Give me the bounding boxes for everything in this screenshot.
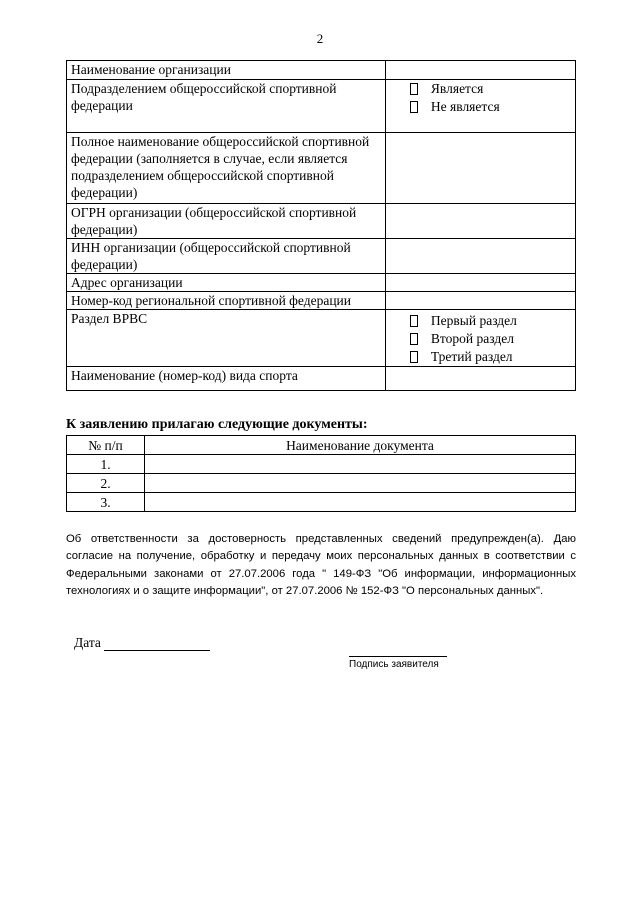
document-name-field[interactable] (145, 455, 576, 474)
checkbox-icon[interactable] (410, 315, 418, 327)
date-input-line[interactable] (104, 650, 210, 651)
row-label: Наименование организации (67, 61, 386, 80)
row-label: Полное наименование общероссийской спортивной федерации (заполняется в случае, если является подразделением общероссийской спортивной федерации) (67, 133, 386, 204)
sport-code-field[interactable] (385, 367, 575, 391)
row-label: Адрес организации (67, 274, 386, 292)
option-label: Не является (430, 99, 500, 114)
region-code-field[interactable] (385, 292, 575, 310)
organization-info-table (66, 60, 576, 391)
table-row (67, 367, 576, 391)
column-header-number: № п/п (67, 436, 145, 455)
option-label: Является (430, 81, 484, 96)
documents-table (66, 435, 576, 512)
option-not-subdivision[interactable] (410, 98, 571, 116)
signature-line[interactable] (349, 656, 447, 657)
consent-statement: Об ответственности за достоверность представленных сведений предупрежден(а). Даю согласие на получение, обработку и передачу моих персональных данных в соответствии с Федеральными законами от 27.07.2006 года " 149-ФЗ "Об информации, информационных технологиях и о защите информации", от 27.07.2006 № 152-ФЗ "О персональных данных". (66, 533, 576, 597)
table-row (67, 133, 576, 204)
row-label: Раздел ВРВС (67, 310, 386, 367)
table-row (67, 61, 576, 80)
row-label: ИНН организации (общероссийской спортивной федерации) (67, 239, 386, 274)
table-row (67, 310, 576, 367)
checkbox-icon[interactable] (410, 101, 418, 113)
date-label: Дата (74, 635, 101, 650)
option-third-section[interactable] (410, 348, 571, 366)
organization-name-field[interactable] (385, 61, 575, 80)
table-row (67, 455, 576, 474)
row-number: 1. (67, 455, 145, 474)
table-header-row (67, 436, 576, 455)
option-second-section[interactable] (410, 330, 571, 348)
signature-label: Подпись заявителя (349, 659, 439, 670)
row-label: Наименование (номер-код) вида спорта (67, 367, 386, 391)
table-row (67, 474, 576, 493)
federation-full-name-field[interactable] (385, 133, 575, 204)
document-name-field[interactable] (145, 493, 576, 512)
table-row (67, 204, 576, 239)
checkbox-icon[interactable] (410, 351, 418, 363)
option-is-subdivision[interactable] (410, 80, 571, 98)
option-label: Первый раздел (430, 313, 517, 328)
column-header-document-name: Наименование документа (145, 436, 576, 455)
checkbox-icon[interactable] (410, 333, 418, 345)
option-label: Третий раздел (430, 349, 513, 364)
page-number: 2 (316, 31, 324, 46)
table-row (67, 80, 576, 133)
table-row (67, 239, 576, 274)
ogrn-field[interactable] (385, 204, 575, 239)
table-row (67, 292, 576, 310)
option-label: Второй раздел (430, 331, 514, 346)
documents-heading: К заявлению прилагаю следующие документы: (66, 417, 368, 432)
document-name-field[interactable] (145, 474, 576, 493)
inn-field[interactable] (385, 239, 575, 274)
table-row (67, 493, 576, 512)
address-field[interactable] (385, 274, 575, 292)
table-row (67, 274, 576, 292)
vrvs-section-options (385, 310, 575, 367)
subdivision-options (385, 80, 575, 133)
row-number: 2. (67, 474, 145, 493)
row-number: 3. (67, 493, 145, 512)
checkbox-icon[interactable] (410, 83, 418, 95)
option-first-section[interactable] (410, 312, 571, 330)
row-label: Подразделением общероссийской спортивной федерации (67, 80, 386, 133)
row-label: ОГРН организации (общероссийской спортивной федерации) (67, 204, 386, 239)
row-label: Номер-код региональной спортивной федерации (67, 292, 386, 310)
